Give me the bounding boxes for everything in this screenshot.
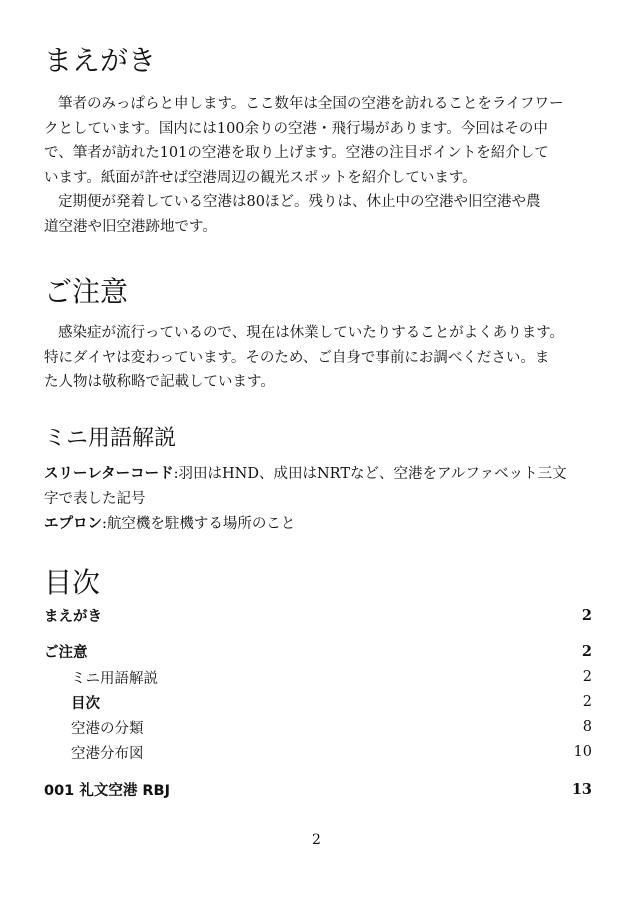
toc-entry[interactable] [44,691,592,713]
toc-entry[interactable] [44,716,592,738]
toc-entry-page: 10 [573,744,592,760]
intro-line: 定期便が発着している空港は80ほど。残りは、休止中の空港や旧空港や農 [58,194,541,210]
toc-entry[interactable] [44,741,592,763]
page-number: 2 [312,832,321,848]
glossary-item [44,462,592,511]
toc-entry[interactable] [44,640,592,662]
intro-line: クとしています。国内には100余りの空港・飛行場があります。今回はその中 [44,120,548,137]
intro-line: 筆者のみっぱらと申します。ここ数年は全国の空港を訪れることをライフワー [58,96,564,112]
toc-entry-title: 目次 [71,695,100,712]
caution-paragraph [44,321,592,395]
glossary-item [44,512,592,537]
section-heading-toc: 目次 [44,566,101,599]
glossary-definition-continued: 字で表した記号 [44,490,146,507]
toc-entry-title: ご注意 [44,644,88,661]
toc-entry-page: 2 [581,642,592,660]
toc-entry-page: 13 [571,780,592,798]
toc-entry-page: 2 [581,606,592,624]
glossary-definition: :羽田はHND、成田はNRTなど、空港をアルファベット三文 [173,466,567,482]
intro-paragraph [44,92,592,239]
section-heading-caution: ご注意 [44,275,129,308]
caution-line: 特にダイヤは変わっています。そのため、ご自身で事前にお調べください。ま [44,349,550,366]
section-heading-glossary: ミニ用語解説 [44,426,177,451]
toc-entry[interactable] [44,778,592,800]
glossary-term: スリーレターコード [44,466,174,482]
toc-entry-title: 001 礼文空港 RBJ [44,782,170,799]
toc-entry-title: 空港分布図 [71,745,144,762]
toc-entry-title: まえがき [44,608,102,625]
intro-line: 道空港や旧空港跡地です。 [44,218,217,235]
toc-entry[interactable] [44,666,592,688]
glossary-definition: :航空機を駐機する場所のこと [102,516,296,532]
caution-line: た人物は敬称略で記載しています。 [44,374,275,390]
toc-entry-page: 2 [582,694,592,710]
toc-entry-title: 空港の分類 [71,720,144,737]
toc-entry-page: 2 [582,669,592,685]
intro-line: います。紙面が許せば空港周辺の観光スポットを紹介しています。 [44,169,477,186]
section-heading-intro: まえがき [44,44,157,77]
toc-entry[interactable] [44,604,592,626]
glossary-term: エプロン [44,516,102,532]
toc-entry-title: ミニ用語解説 [71,670,158,687]
caution-line: 感染症が流行っているので、現在は休業していたりすることがよくあります。 [58,325,565,341]
toc-entry-page: 8 [582,719,592,735]
intro-line: で、筆者が訪れた101の空港を取り上げます。空港の注目ポイントを紹介して [44,145,549,161]
